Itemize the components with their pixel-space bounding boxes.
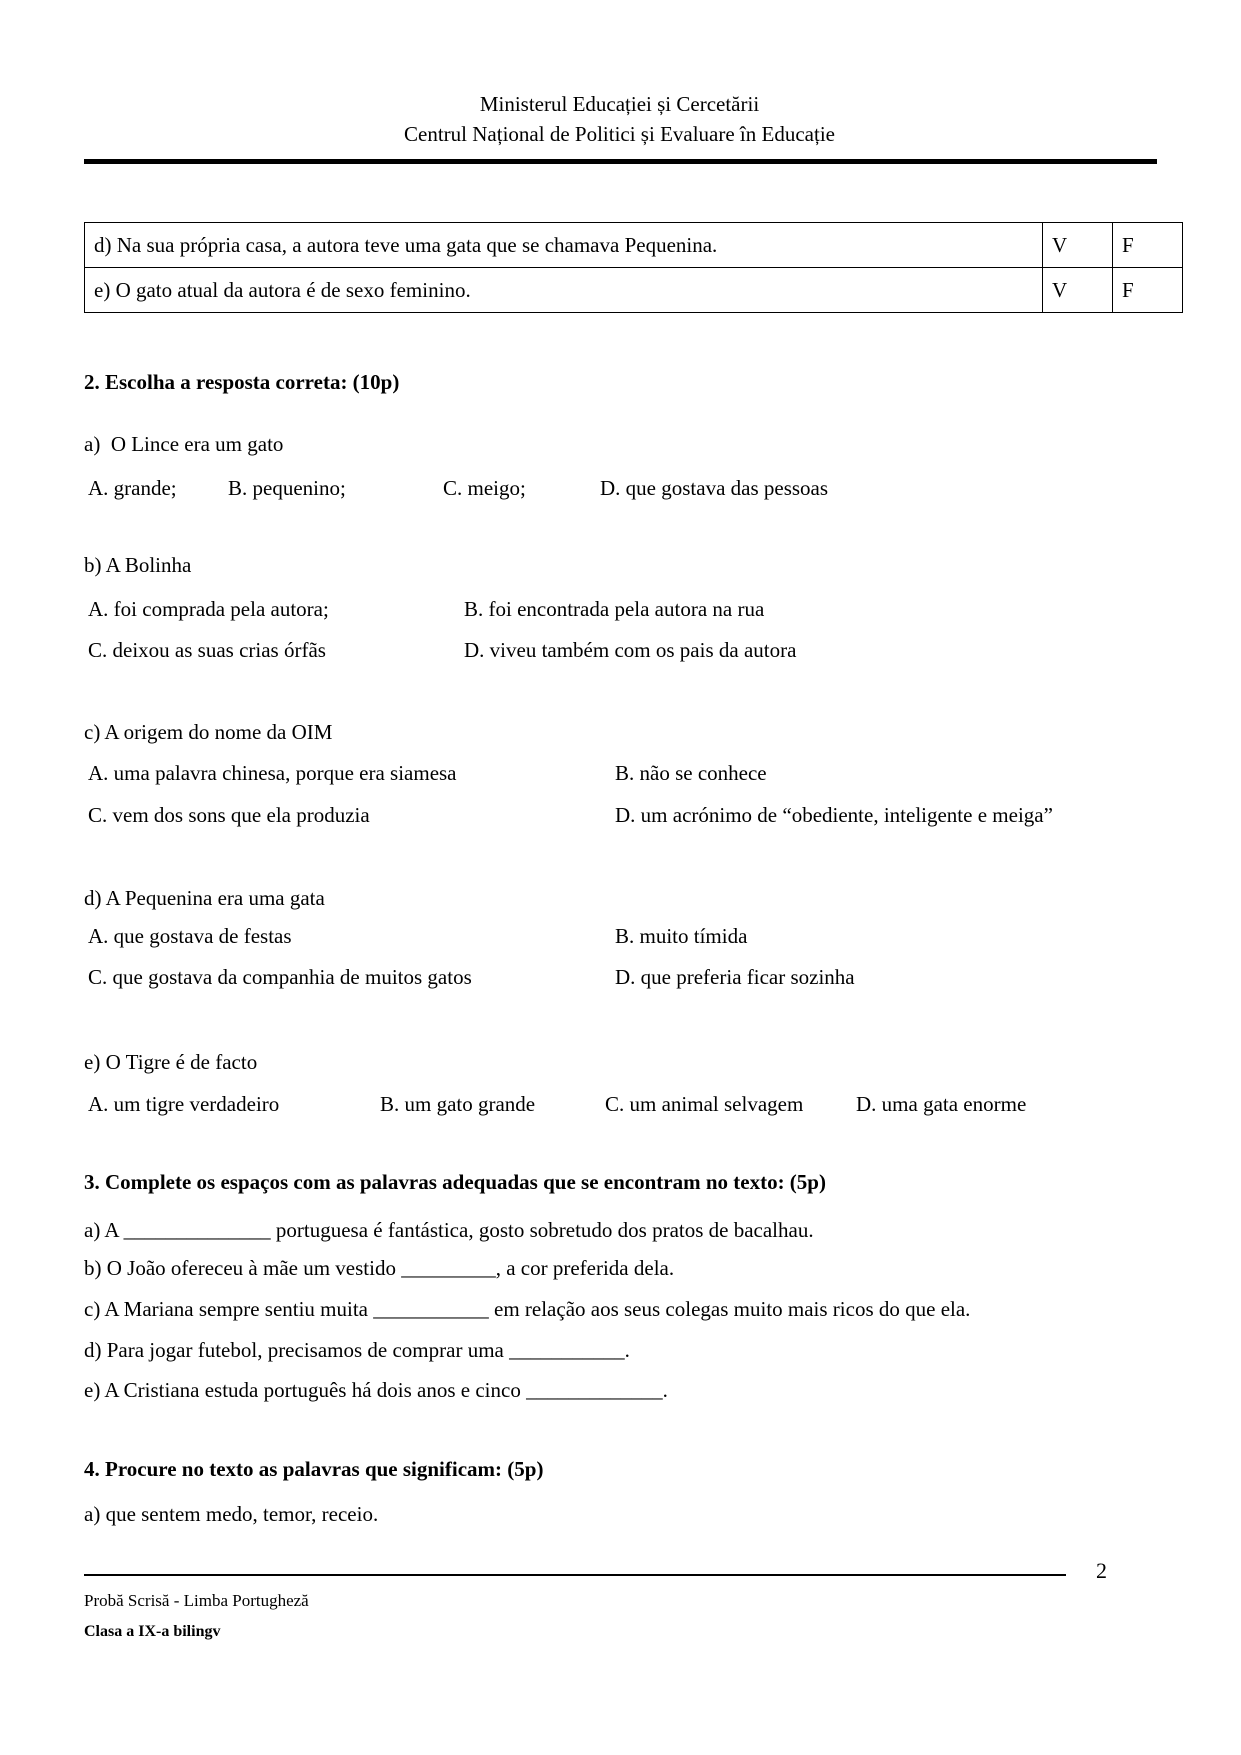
q3-line-a: a) A ______________ portuguesa é fantástica, gosto sobretudo dos pratos de bacalhau. xyxy=(84,1218,814,1242)
q2b-option-c: C. deixou as suas crias órfãs xyxy=(88,638,326,662)
tf-true-option: V xyxy=(1043,223,1113,268)
q2c-option-a: A. uma palavra chinesa, porque era siamesa xyxy=(88,761,457,785)
tf-false-option: F xyxy=(1113,223,1183,268)
header-line-center: Centrul Național de Politici și Evaluare în Educație xyxy=(404,122,835,146)
tf-true-option: V xyxy=(1043,268,1113,313)
q2c-options-row1 xyxy=(84,761,1204,789)
footer-class-line: Clasa a IX-a bilingv xyxy=(84,1623,221,1640)
footer-divider-rule xyxy=(84,1574,1066,1576)
q2c-option-b: B. não se conhece xyxy=(615,761,767,785)
q2e-option-c: C. um animal selvagem xyxy=(605,1092,804,1116)
q2c-option-d: D. um acrónimo de “obediente, inteligente e meiga” xyxy=(615,803,1053,827)
question-2-heading: 2. Escolha a resposta correta: (10p) xyxy=(84,370,400,394)
q2c-option-c: C. vem dos sons que ela produzia xyxy=(88,803,370,827)
question-4-heading: 4. Procure no texto as palavras que significam: (5p) xyxy=(84,1457,544,1481)
q2a-option-b: B. pequenino; xyxy=(228,476,346,500)
q2b-option-d: D. viveu também com os pais da autora xyxy=(464,638,797,662)
q2e-option-b: B. um gato grande xyxy=(380,1092,536,1116)
page-number: 2 xyxy=(1096,1558,1107,1583)
q2a-option-a: A. grande; xyxy=(88,476,177,500)
q2a-options xyxy=(84,476,1204,504)
q2d-option-b: B. muito tímida xyxy=(615,924,748,948)
q2d-option-a: A. que gostava de festas xyxy=(88,924,292,948)
footer-doc-title: Probă Scrisă - Limba Portugheză xyxy=(84,1591,309,1610)
q2e-options xyxy=(84,1092,1204,1120)
q2d-option-c: C. que gostava da companhia de muitos gatos xyxy=(88,965,472,989)
tf-false-option: F xyxy=(1113,268,1183,313)
header-line-ministry: Ministerul Educației și Cercetării xyxy=(479,92,760,116)
q2a-prompt: a) O Lince era um gato xyxy=(84,432,284,456)
q2c-options-row2 xyxy=(84,803,1204,831)
tf-statement: e) O gato atual da autora é de sexo feminino. xyxy=(85,268,1043,313)
table-row xyxy=(85,223,1183,268)
q2d-options-row2 xyxy=(84,965,1204,993)
table-row xyxy=(85,268,1183,313)
header-divider-rule xyxy=(84,159,1157,164)
q2d-option-d: D. que preferia ficar sozinha xyxy=(615,965,855,989)
q2b-options-row2 xyxy=(84,638,1204,666)
q2a-option-d: D. que gostava das pessoas xyxy=(600,476,829,500)
q2b-prompt: b) A Bolinha xyxy=(84,553,192,577)
question-3-heading: 3. Complete os espaços com as palavras adequadas que se encontram no texto: (5p) xyxy=(84,1170,826,1194)
q2b-option-b: B. foi encontrada pela autora na rua xyxy=(464,597,765,621)
q4-line-a: a) que sentem medo, temor, receio. xyxy=(84,1502,379,1526)
q2e-prompt: e) O Tigre é de facto xyxy=(84,1050,258,1074)
true-false-table xyxy=(84,222,1183,313)
q3-line-d: d) Para jogar futebol, precisamos de comprar uma ___________. xyxy=(84,1338,630,1362)
q2d-prompt: d) A Pequenina era uma gata xyxy=(84,886,325,910)
q2e-option-d: D. uma gata enorme xyxy=(856,1092,1027,1116)
q2b-option-a: A. foi comprada pela autora; xyxy=(88,597,329,621)
q2a-option-c: C. meigo; xyxy=(443,476,526,500)
q2e-option-a: A. um tigre verdadeiro xyxy=(88,1092,280,1116)
q2b-options-row1 xyxy=(84,597,1204,625)
q3-line-c: c) A Mariana sempre sentiu muita ___________ em relação aos seus colegas muito mais ricos do que ela. xyxy=(84,1297,971,1321)
tf-statement: d) Na sua própria casa, a autora teve uma gata que se chamava Pequenina. xyxy=(85,223,1043,268)
q2d-options-row1 xyxy=(84,924,1204,952)
q3-line-e: e) A Cristiana estuda português há dois anos e cinco _____________. xyxy=(84,1378,668,1402)
q2c-prompt: c) A origem do nome da OIM xyxy=(84,720,333,744)
q3-line-b: b) O João ofereceu à mãe um vestido _________, a cor preferida dela. xyxy=(84,1256,675,1280)
